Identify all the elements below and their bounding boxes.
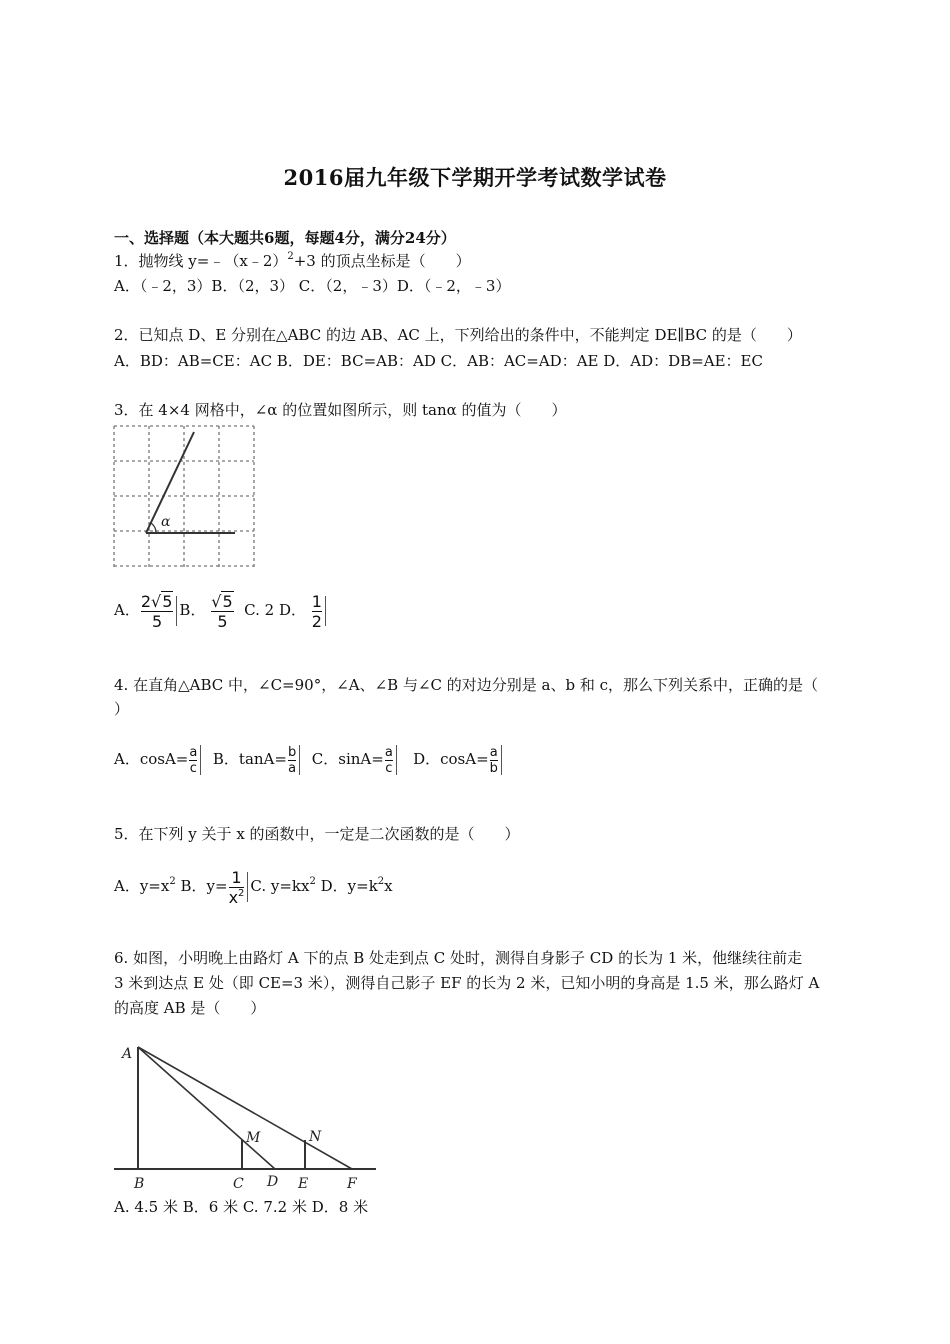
q1-exponent: 2 bbox=[287, 251, 294, 262]
question-1-stem bbox=[114, 250, 471, 272]
text-cursor-mark bbox=[501, 745, 502, 775]
label-C: C bbox=[233, 1176, 244, 1192]
q4-d-denominator: b bbox=[489, 760, 498, 776]
text-cursor-mark bbox=[200, 745, 201, 775]
q5-option-c-label: C. y=kx bbox=[250, 877, 310, 895]
q4-b-denominator: a bbox=[288, 760, 297, 776]
q4-option-c-label: C．sinA= bbox=[311, 750, 384, 768]
q4-a-denominator: c bbox=[189, 760, 197, 776]
q3-option-a-fraction: $\frac{2√5}{5}$ bbox=[140, 591, 173, 631]
q3-option-b-label: B． bbox=[179, 601, 206, 619]
text-cursor-mark bbox=[299, 745, 300, 775]
question-2-stem: 2．已知点 D、E 分别在△ABC 的边 AB、AC 上，下列给出的条件中，不能判定 DE∥BC 的是（ ） bbox=[114, 326, 802, 344]
q4-option-b-fraction bbox=[288, 745, 296, 776]
label-N: N bbox=[309, 1129, 322, 1145]
q3-a-coefficient: 2 bbox=[140, 591, 152, 611]
page-title: 2016届九年级下学期开学考试数学试卷 bbox=[283, 165, 667, 190]
q3-option-d-fraction bbox=[312, 592, 322, 631]
section-heading: 一、选择题（本大题共6题，每题4分，满分24分） bbox=[114, 229, 456, 247]
q4-d-numerator: a bbox=[489, 744, 498, 760]
q5-d-exponent: 2 bbox=[377, 876, 385, 887]
alpha-label: α bbox=[161, 514, 171, 530]
q4-option-d-fraction bbox=[490, 745, 498, 776]
text-cursor-mark bbox=[325, 596, 326, 626]
q5-b-numerator: 1 bbox=[231, 867, 242, 887]
q3-d-numerator: 1 bbox=[311, 591, 322, 611]
label-A: A bbox=[122, 1046, 133, 1062]
label-M: M bbox=[246, 1130, 261, 1146]
q3-b-denominator: 5 bbox=[211, 611, 233, 631]
q4-b-numerator: b bbox=[287, 744, 297, 760]
label-E: E bbox=[298, 1176, 309, 1192]
q1-stem-post: +3 的顶点坐标是（ ） bbox=[293, 252, 471, 270]
question-5-stem: 5．在下列 y 关于 x 的函数中，一定是二次函数的是（ ） bbox=[114, 825, 520, 843]
grid-angle-figure bbox=[113, 425, 257, 569]
question-6-line3: 的高度 AB 是（ ） bbox=[114, 999, 266, 1017]
q3-b-radicand: 5 bbox=[222, 591, 233, 611]
q4-option-c-fraction bbox=[385, 745, 393, 776]
q4-option-a-fraction bbox=[189, 745, 197, 776]
q4-c-numerator: a bbox=[384, 744, 393, 760]
label-B: B bbox=[134, 1176, 145, 1192]
question-6-line1: 6. 如图，小明晚上由路灯 A 下的点 B 处走到点 C 处时，测得自身影子 CD 的长为 1 米，他继续往前走 bbox=[114, 949, 803, 967]
light-ray-AD bbox=[138, 1047, 275, 1169]
question-4-stem-line1: 4. 在直角△ABC 中，∠C=90°，∠A、∠B 与∠C 的对边分别是 a、b 和 c，那么下列关系中，正确的是（ bbox=[114, 676, 819, 694]
q4-option-a-label: A．cosA= bbox=[114, 750, 189, 768]
label-F: F bbox=[347, 1176, 357, 1192]
streetlight-figure bbox=[112, 1030, 380, 1195]
q3-a-denominator: 5 bbox=[141, 611, 174, 631]
q5-b-denominator-exponent: 2 bbox=[238, 887, 245, 899]
question-3-stem: 3．在 4×4 网格中，∠α 的位置如图所示，则 tanα 的值为（ ） bbox=[114, 401, 567, 419]
q5-b-denominator: x bbox=[228, 887, 239, 907]
question-1-options: A．（﹣2，3）B．（2，3） C．（2，﹣3）D．（﹣2，﹣3） bbox=[114, 277, 511, 295]
q3-option-a-label: A． bbox=[114, 601, 140, 619]
question-3-options bbox=[114, 590, 328, 631]
question-6-line2: 3 米到达点 E 处（即 CE=3 米），测得自己影子 EF 的长为 2 米，已知小明的身高是 1.5 米，那么路灯 A bbox=[114, 974, 820, 992]
q1-stem-pre: 1．抛物线 y=﹣（x﹣2） bbox=[114, 252, 288, 270]
q5-d-post: x bbox=[384, 877, 393, 895]
q3-option-b-fraction: $\frac{√5}{5}$ bbox=[211, 591, 233, 631]
text-cursor-mark bbox=[247, 872, 248, 902]
q3-option-cd-label: C. 2 D． bbox=[244, 601, 306, 619]
q5-option-b-fraction bbox=[229, 868, 245, 907]
light-ray-AF bbox=[138, 1047, 352, 1169]
question-4-stem-line2: ） bbox=[114, 700, 130, 718]
q5-option-b-label: B．y= bbox=[175, 877, 228, 895]
question-2-options: A．BD：AB=CE：AC B．DE：BC=AB：AD C．AB：AC=AD：AE D．AD：DB=AE：EC bbox=[114, 352, 763, 370]
q4-a-numerator: a bbox=[189, 744, 198, 760]
q5-c-exponent: 2 bbox=[309, 876, 316, 887]
q5-option-a-label: A．y=x bbox=[114, 877, 170, 895]
q5-a-exponent: 2 bbox=[169, 876, 176, 887]
label-D: D bbox=[267, 1174, 279, 1190]
q4-c-denominator: c bbox=[385, 760, 393, 776]
q4-option-d-label: D．cosA= bbox=[413, 750, 489, 768]
q5-option-d-label: D．y=k bbox=[315, 877, 378, 895]
text-cursor-mark bbox=[176, 596, 177, 626]
question-5-options bbox=[114, 864, 393, 908]
q4-option-b-label: B．tanA= bbox=[212, 750, 287, 768]
question-6-options: A. 4.5 米 B．6 米 C. 7.2 米 D．8 米 bbox=[114, 1198, 369, 1216]
q3-a-radicand: 5 bbox=[162, 591, 173, 611]
text-cursor-mark bbox=[396, 745, 397, 775]
q3-d-denominator: 2 bbox=[311, 611, 322, 631]
question-4-options bbox=[114, 740, 504, 778]
